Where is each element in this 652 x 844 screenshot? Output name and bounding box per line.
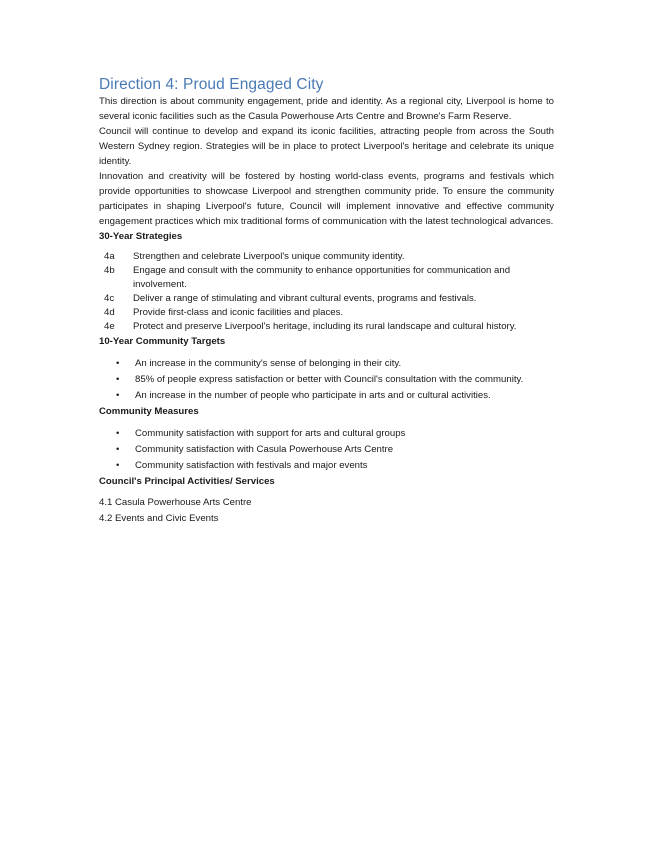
services-list (99, 495, 554, 527)
bullet-icon: • (116, 374, 120, 385)
list-item (99, 356, 554, 372)
strategy-code: 4b (104, 265, 115, 276)
strategies-heading: 30-Year Strategies (99, 231, 183, 242)
service-item: 4.2 Events and Civic Events (99, 513, 219, 524)
list-item (99, 442, 554, 458)
services-heading: Council's Principal Activities/ Services (99, 476, 275, 487)
strategy-text: Deliver a range of stimulating and vibrant cultural events, programs and festivals. (133, 293, 477, 304)
strategy-item (99, 320, 554, 334)
targets-heading: 10-Year Community Targets (99, 336, 226, 347)
strategy-text: Engage and consult with the community to enhance opportunities for communication and involvement. (133, 265, 511, 290)
strategy-item (99, 292, 554, 306)
strategy-item (99, 306, 554, 320)
measures-list (99, 426, 554, 474)
list-item (99, 458, 554, 474)
strategies-list (99, 250, 554, 334)
list-item (99, 372, 554, 388)
strategy-code: 4c (104, 293, 115, 304)
page-content (99, 76, 554, 527)
strategy-item (99, 264, 554, 292)
bullet-icon: • (116, 390, 120, 401)
strategy-text: Protect and preserve Liverpool's heritage, including its rural landscape and cultural history. (133, 321, 517, 332)
bullet-icon: • (116, 358, 120, 369)
strategy-code: 4a (104, 251, 115, 262)
measure-text: Community satisfaction with Casula Powerhouse Arts Centre (135, 444, 394, 455)
strategy-text: Provide first-class and iconic facilities and places. (133, 307, 344, 318)
measure-text: Community satisfaction with festivals and major events (135, 460, 368, 471)
target-text: 85% of people express satisfaction or better with Council's consultation with the community. (135, 374, 524, 385)
targets-list (99, 356, 554, 404)
bullet-icon: • (116, 428, 120, 439)
target-text: An increase in the community's sense of belonging in their city. (135, 358, 402, 369)
bullet-icon: • (116, 444, 120, 455)
strategy-code: 4e (104, 321, 115, 332)
strategy-code: 4d (104, 307, 115, 318)
page-title: Direction 4: Proud Engaged City (99, 76, 324, 93)
list-item (99, 388, 554, 404)
facilities-paragraph: Council will continue to develop and expand its iconic facilities, attracting people from across the South Western Sydney region. Strategies will be in place to protect Liverpool's heritage and celebrate its unique identity. (99, 126, 554, 167)
target-text: An increase in the number of people who participate in arts and or cultural activities. (135, 390, 491, 401)
bullet-icon: • (116, 460, 120, 471)
measure-text: Community satisfaction with support for arts and cultural groups (135, 428, 406, 439)
measures-heading: Community Measures (99, 406, 199, 417)
service-item: 4.1 Casula Powerhouse Arts Centre (99, 497, 252, 508)
list-item (99, 426, 554, 442)
strategy-text: Strengthen and celebrate Liverpool's unique community identity. (133, 251, 405, 262)
intro-paragraph: This direction is about community engagement, pride and identity. As a regional city, Liverpool is home to several iconic facilities such as the Casula Powerhouse Arts Centre and Browne's Farm Reserve. (99, 96, 554, 122)
strategy-item (99, 250, 554, 264)
innovation-paragraph: Innovation and creativity will be fostered by hosting world-class events, programs and festivals which provide opportunities to showcase Liverpool and strengthen community pride. To ensure the community participates in shaping Liverpool's future, Council will implement innovative and effective community engagement practices which mix traditional forms of communication with the latest technological advances. (99, 171, 554, 227)
